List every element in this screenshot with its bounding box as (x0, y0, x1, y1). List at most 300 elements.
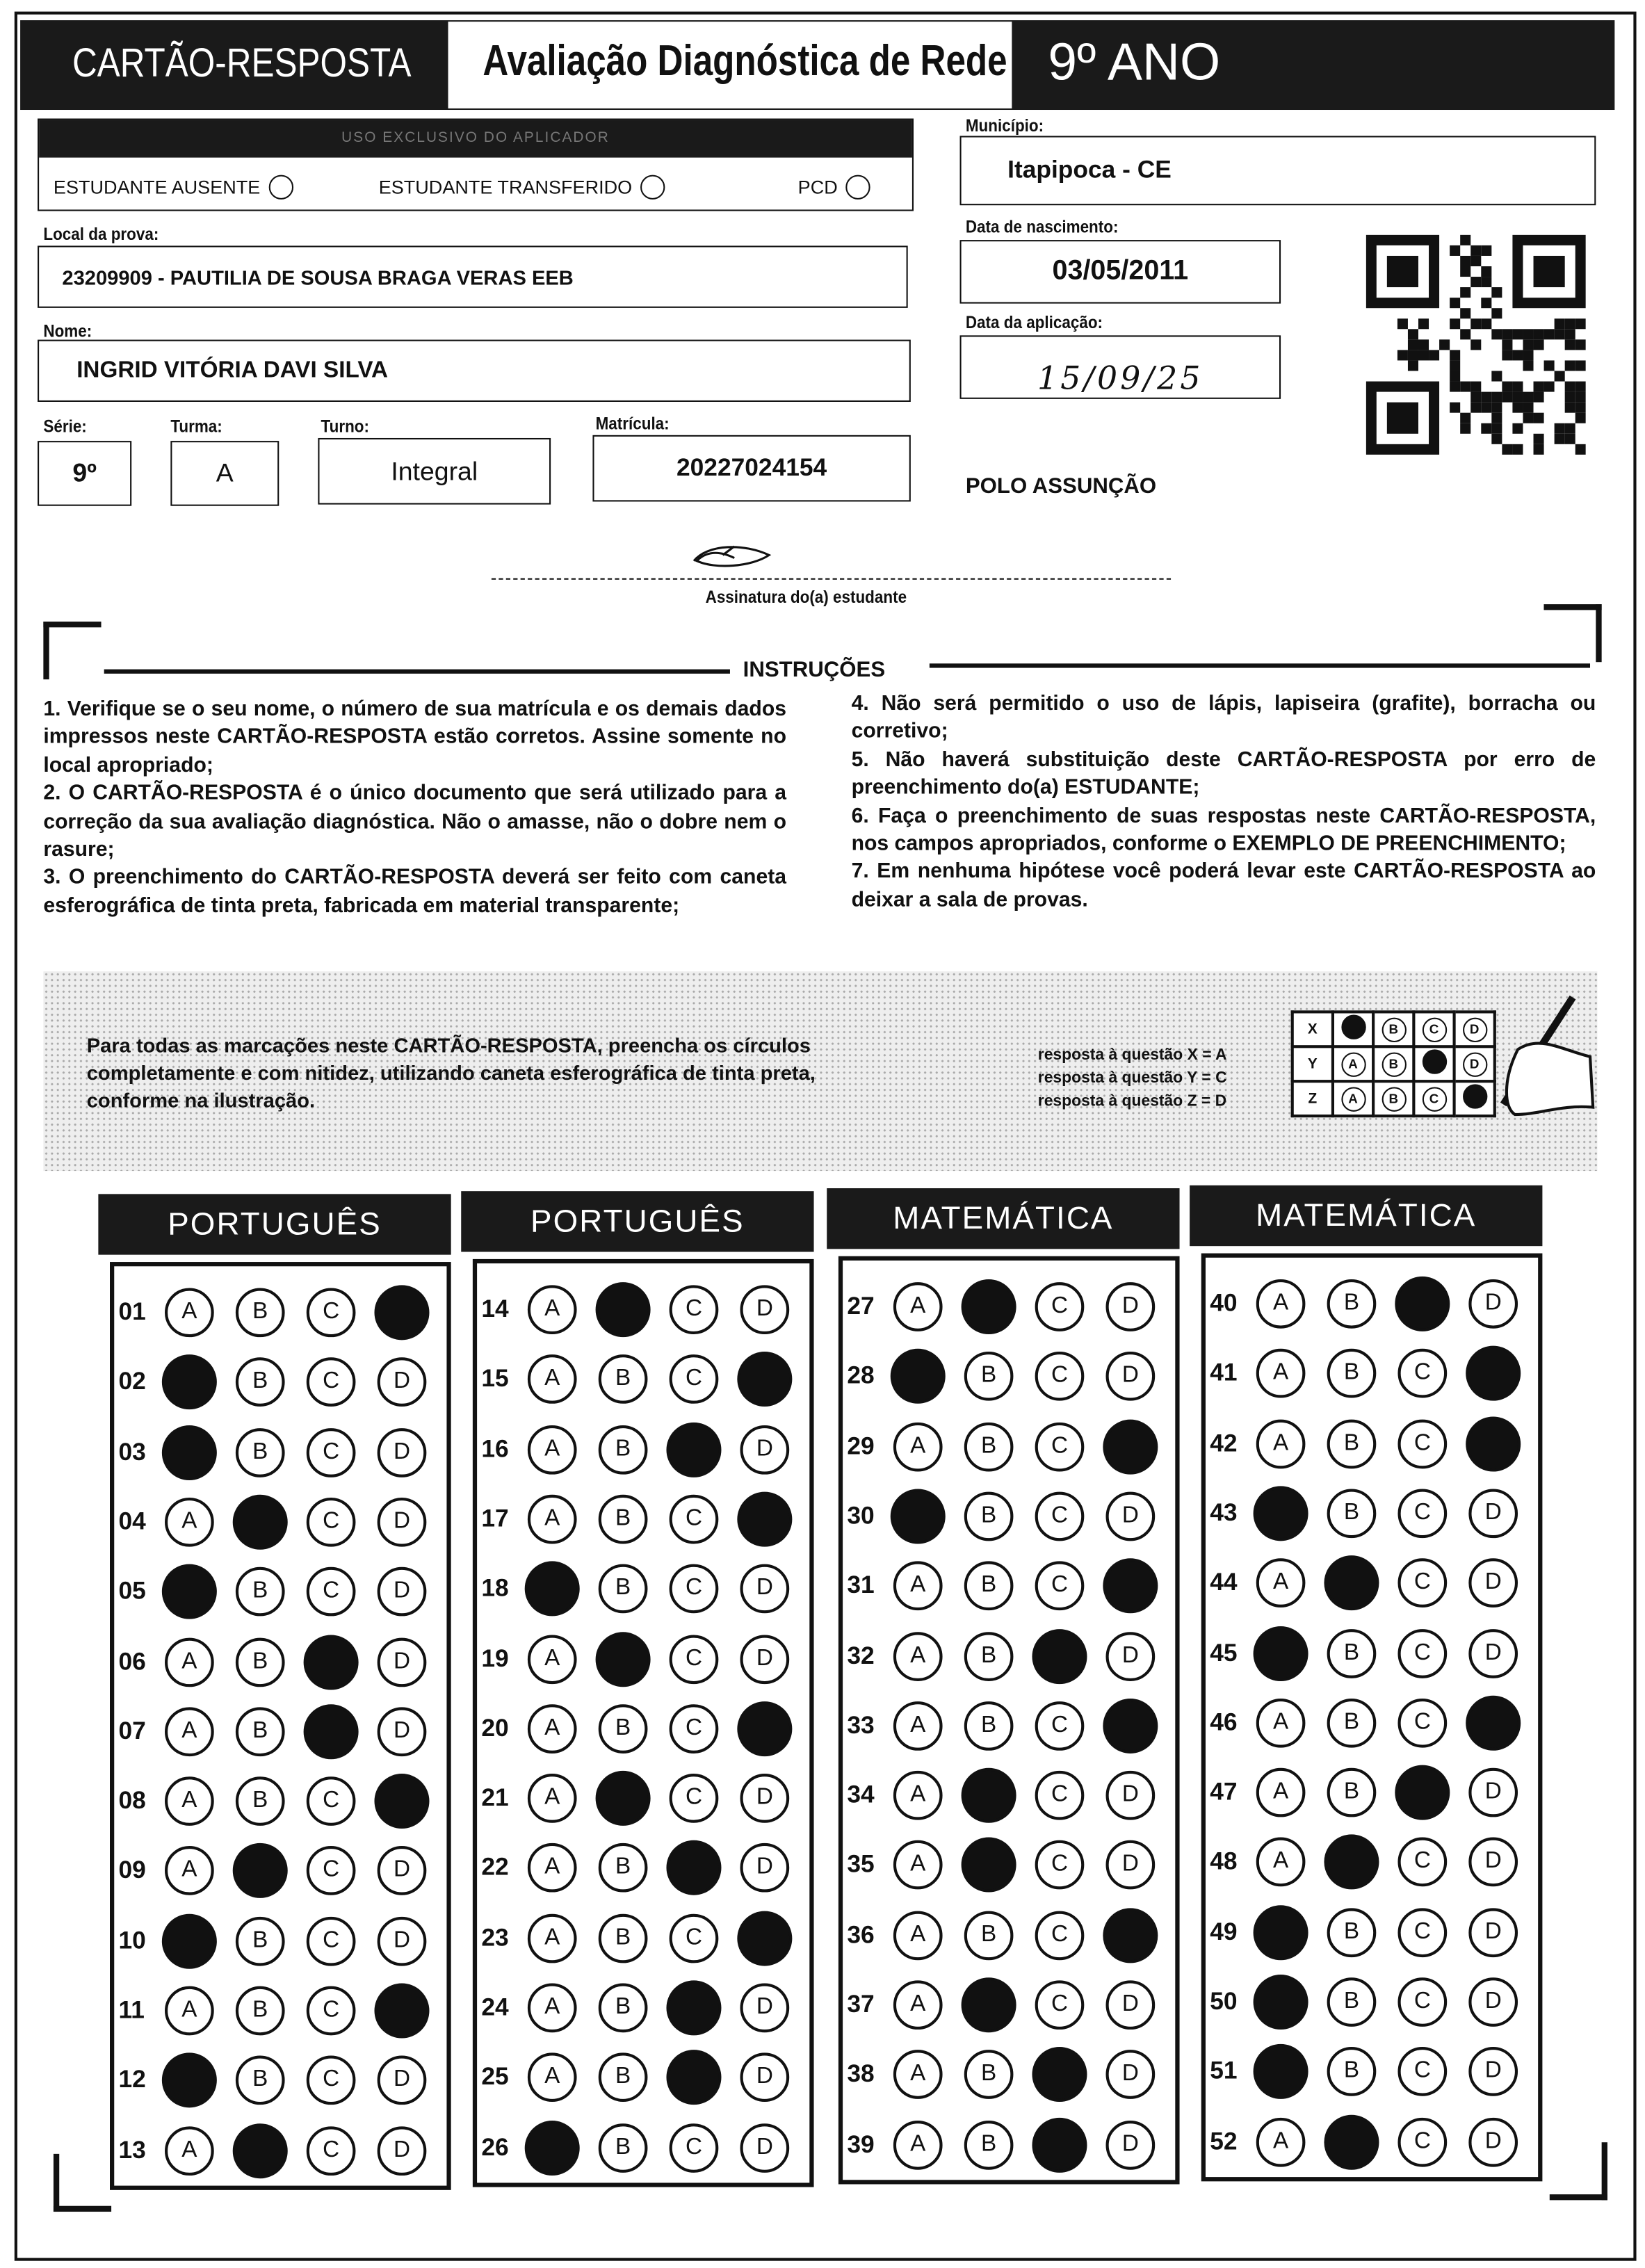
answer-bubble[interactable]: A (528, 2053, 577, 2103)
answer-bubble[interactable]: D (1106, 1282, 1156, 1331)
name-label: Nome: (43, 321, 92, 341)
answer-bubble-filled[interactable] (162, 1425, 217, 1480)
municipio-value: Itapipoca - CE (1007, 156, 1172, 184)
question-number: 38 (847, 2060, 875, 2088)
pcd-label: PCD (797, 176, 838, 198)
answer-bubble[interactable]: B (599, 1704, 648, 1753)
answer-bubble[interactable]: C (1035, 1771, 1085, 1820)
question-number: 13 (118, 2136, 146, 2164)
answer-bubble[interactable]: C (670, 1285, 719, 1334)
answer-bubble[interactable]: D (740, 2053, 789, 2103)
answer-bubble[interactable]: B (599, 1495, 648, 1544)
answer-bubble[interactable]: C (307, 1776, 356, 1826)
question-number: 27 (847, 1292, 875, 1320)
answer-bubble[interactable]: A (1256, 1349, 1306, 1398)
answer-bubble[interactable]: C (1397, 1908, 1447, 1957)
answer-bubble[interactable]: D (1468, 1279, 1518, 1329)
example-legend (1038, 1044, 1227, 1113)
question-number: 10 (118, 1926, 146, 1954)
signature-label: Assinatura do(a) estudante (705, 587, 907, 608)
answer-bubble[interactable]: B (964, 1911, 1014, 1960)
serie-field (38, 441, 131, 506)
answer-bubble[interactable]: C (307, 1986, 356, 2036)
answer-bubble[interactable]: B (964, 1631, 1014, 1680)
answer-bubble-filled[interactable] (374, 1984, 429, 2039)
answer-bubble-filled[interactable] (666, 2050, 721, 2105)
answer-bubble[interactable]: D (1468, 2117, 1518, 2166)
answer-bubble-filled[interactable] (596, 1282, 651, 1337)
example-bubble: B (1381, 1052, 1406, 1076)
question-number: 51 (1210, 2057, 1238, 2085)
answer-bubble[interactable]: D (378, 1637, 427, 1687)
answer-bubble[interactable]: B (599, 2123, 648, 2172)
example-bubble: D (1462, 1017, 1486, 1042)
answer-bubble[interactable]: B (1327, 2048, 1377, 2097)
answer-bubble[interactable]: B (1327, 1349, 1377, 1398)
answer-bubble[interactable]: B (964, 2050, 1014, 2100)
example-bubble: B (1381, 1017, 1406, 1042)
answer-bubble[interactable]: D (1106, 2050, 1156, 2100)
answer-bubble[interactable]: C (1035, 1701, 1085, 1751)
instruction-item: 1. Verifique se o seu nome, o número de sua matrícula e os demais dados impressos neste CARTÃO-RESPOSTA estão corretos. Assine somente no local apropriado; (43, 698, 787, 778)
answer-bubble[interactable]: A (893, 2050, 943, 2100)
answer-bubble[interactable]: D (740, 1844, 789, 1893)
answer-bubble[interactable]: D (378, 1847, 427, 1896)
corner-mark-tr (1543, 604, 1601, 662)
answer-bubble[interactable]: B (599, 1984, 648, 2033)
answer-bubble-filled[interactable] (891, 1489, 946, 1544)
transferred-radio[interactable] (641, 175, 665, 200)
answer-bubble-filled[interactable] (162, 1913, 217, 1968)
question-number: 35 (847, 1851, 875, 1879)
answer-bubble[interactable]: A (528, 1425, 577, 1474)
question-number: 47 (1210, 1778, 1238, 1806)
question-number: 26 (481, 2132, 509, 2161)
answer-bubble[interactable]: C (670, 2123, 719, 2172)
answer-bubble[interactable]: C (1397, 2048, 1447, 2097)
answer-bubble[interactable]: C (670, 1634, 719, 1683)
column-header: PORTUGUÊS (461, 1191, 813, 1252)
answer-bubble[interactable]: D (378, 1916, 427, 1966)
answer-bubble[interactable]: B (236, 1427, 285, 1477)
answer-bubble[interactable]: A (1256, 1699, 1306, 1748)
answer-bubble[interactable]: D (1468, 1977, 1518, 2027)
answer-bubble[interactable]: B (599, 1564, 648, 1614)
answer-bubble[interactable]: B (1327, 1419, 1377, 1468)
answer-bubble[interactable]: C (670, 1355, 719, 1404)
answer-bubble[interactable]: A (893, 1771, 943, 1820)
answer-bubble[interactable]: A (165, 1637, 214, 1687)
answer-bubble-filled[interactable] (1466, 1695, 1521, 1750)
answer-bubble[interactable]: D (1106, 1491, 1156, 1541)
matricula-label: Matrícula: (595, 413, 670, 434)
answer-bubble[interactable]: D (1106, 1631, 1156, 1680)
answer-bubble[interactable]: B (964, 1352, 1014, 1402)
answer-bubble[interactable]: C (1035, 1911, 1085, 1960)
answer-bubble[interactable]: C (307, 1358, 356, 1407)
answer-bubble[interactable]: D (740, 1774, 789, 1823)
pcd-option[interactable] (798, 175, 871, 200)
answer-bubble-filled[interactable] (737, 1701, 792, 1756)
answer-bubble-filled[interactable] (1254, 1486, 1308, 1541)
answer-bubble[interactable]: A (528, 1774, 577, 1823)
answer-bubble[interactable]: A (165, 1847, 214, 1896)
answer-bubble-filled[interactable] (1103, 1699, 1158, 1753)
answer-bubble[interactable]: D (740, 1425, 789, 1474)
answer-bubble[interactable]: C (1397, 2117, 1447, 2166)
example-bubble: B (1381, 1086, 1406, 1110)
answer-bubble[interactable]: D (740, 1634, 789, 1683)
answer-bubble[interactable]: D (1106, 1771, 1156, 1820)
answer-bubble[interactable]: B (236, 1567, 285, 1617)
answer-bubble-filled[interactable] (1324, 1556, 1379, 1611)
answer-bubble[interactable]: C (307, 1288, 356, 1337)
question-number: 24 (481, 1993, 509, 2021)
answer-bubble[interactable]: C (307, 1498, 356, 1547)
example-bubble (1422, 1049, 1446, 1074)
answer-bubble[interactable]: A (165, 1707, 214, 1756)
column-header: MATEMÁTICA (827, 1188, 1179, 1249)
divider (104, 670, 730, 674)
answer-bubble[interactable]: B (1327, 1977, 1377, 2027)
answer-bubble-filled[interactable] (666, 1422, 721, 1477)
answer-bubble[interactable]: B (236, 1288, 285, 1337)
transferred-label: ESTUDANTE TRANSFERIDO (378, 176, 633, 198)
answer-bubble-filled[interactable] (304, 1634, 359, 1689)
answer-bubble-filled[interactable] (1032, 2048, 1087, 2103)
instruction-item: 5. Não haverá substituição deste CARTÃO-RESPOSTA por erro de preenchimento do(a) ESTUDANTE; (851, 748, 1596, 800)
answer-bubble-filled[interactable] (737, 1911, 792, 1966)
answer-bubble[interactable]: B (236, 1776, 285, 1826)
legend-line: resposta à questão Z = D (1037, 1092, 1227, 1110)
answer-bubble[interactable]: B (599, 2053, 648, 2103)
answer-bubble[interactable]: D (378, 2126, 427, 2176)
polo-label: POLO ASSUNÇÃO (965, 473, 1157, 499)
answer-bubble[interactable]: C (1397, 1977, 1447, 2027)
answer-bubble[interactable]: B (599, 1844, 648, 1893)
example-bubble: A (1340, 1052, 1365, 1076)
question-number: 22 (481, 1854, 509, 1881)
example-question: Z (1292, 1081, 1333, 1116)
answer-bubble[interactable]: B (964, 1562, 1014, 1611)
answer-bubble[interactable]: C (670, 1704, 719, 1753)
answer-bubble[interactable]: A (1256, 1419, 1306, 1468)
answer-bubble[interactable]: C (307, 2056, 356, 2105)
birthdate-label: Data de nascimento: (965, 216, 1119, 237)
column-header: PORTUGUÊS (98, 1194, 451, 1254)
question-number: 15 (481, 1365, 509, 1393)
answer-bubble[interactable]: C (670, 1913, 719, 1963)
column-header: MATEMÁTICA (1190, 1185, 1542, 1246)
answer-bubble[interactable]: A (165, 1776, 214, 1826)
local-value: 23209909 - PAUTILIA DE SOUSA BRAGA VERAS EEB (62, 265, 574, 289)
question-number: 31 (847, 1571, 875, 1599)
answer-bubble-filled[interactable] (666, 1980, 721, 2035)
answer-bubble[interactable]: B (236, 1986, 285, 2036)
answer-bubble[interactable]: A (1256, 1279, 1306, 1329)
instruction-item: 7. Em nenhuma hipótese você poderá levar este CARTÃO-RESPOSTA ao deixar a sala de provas. (851, 860, 1596, 912)
answer-bubble[interactable]: B (236, 1916, 285, 1966)
answer-bubble[interactable]: A (1256, 1838, 1306, 1887)
answer-bubble[interactable]: A (165, 1986, 214, 2036)
answer-bubble[interactable]: A (528, 1355, 577, 1404)
signature-scribble (679, 541, 781, 576)
answer-bubble[interactable]: B (1327, 1279, 1377, 1329)
question-number: 17 (481, 1505, 509, 1532)
answer-bubble[interactable]: C (1035, 1980, 1085, 2030)
local-field (38, 245, 908, 307)
hand-pen-icon (1460, 991, 1598, 1136)
answer-bubble[interactable]: A (893, 1562, 943, 1611)
assessment-title: Avaliação Diagnóstica de Rede (483, 38, 1007, 86)
answer-bubble[interactable]: C (1397, 1489, 1447, 1538)
answer-bubble[interactable]: C (670, 1495, 719, 1544)
answer-bubble[interactable]: A (165, 1288, 214, 1337)
question-number: 09 (118, 1856, 146, 1884)
answer-bubble[interactable]: A (893, 1631, 943, 1680)
question-number: 21 (481, 1783, 509, 1812)
answer-bubble-filled[interactable] (1254, 1975, 1308, 2030)
birthdate-field (960, 240, 1281, 303)
answer-bubble[interactable]: B (1327, 1768, 1377, 1817)
answer-bubble-filled[interactable] (1395, 1765, 1450, 1820)
answer-bubble[interactable]: C (1035, 1491, 1085, 1541)
answer-bubble[interactable]: C (307, 2126, 356, 2176)
answer-bubble[interactable]: A (893, 1701, 943, 1751)
answer-bubble[interactable]: D (1468, 2048, 1518, 2097)
answer-bubble[interactable]: B (964, 1422, 1014, 1471)
answer-bubble[interactable]: C (1035, 1562, 1085, 1611)
answer-bubble[interactable]: C (307, 1427, 356, 1477)
instructions-right (852, 691, 1596, 916)
answer-bubble[interactable]: A (528, 1844, 577, 1893)
grade-title: 9º ANO (1048, 31, 1221, 91)
turno-value: Integral (391, 455, 478, 485)
serie-label: Série: (43, 416, 87, 437)
answer-bubble[interactable]: C (307, 1916, 356, 1966)
answer-bubble[interactable]: A (528, 1913, 577, 1963)
answer-bubble[interactable]: B (599, 1913, 648, 1963)
answer-bubble[interactable]: A (165, 1498, 214, 1547)
answer-bubble[interactable]: A (893, 1282, 943, 1331)
answer-bubble[interactable]: A (1256, 1768, 1306, 1817)
answer-bubble[interactable]: B (1327, 1699, 1377, 1748)
answer-bubble-filled[interactable] (596, 1771, 651, 1826)
question-number: 36 (847, 1920, 875, 1948)
instruction-item: 2. O CARTÃO-RESPOSTA é o único documento que será utilizado para a correção da sua avaliação diagnóstica. Não o amasse, não o dobre nem o rasure; (43, 782, 787, 862)
question-number: 08 (118, 1786, 146, 1815)
answer-bubble-filled[interactable] (962, 1768, 1016, 1823)
answer-bubble[interactable]: C (1035, 1282, 1085, 1331)
transferred-option[interactable] (379, 175, 665, 200)
answer-bubble[interactable]: D (378, 1427, 427, 1477)
answer-bubble[interactable]: D (1468, 1559, 1518, 1608)
serie-value: 9º (72, 458, 97, 487)
turno-field (318, 438, 551, 505)
local-label: Local da prova: (43, 224, 159, 245)
answer-bubble[interactable]: D (378, 2056, 427, 2105)
question-number: 19 (481, 1644, 509, 1672)
example-bubble: C (1422, 1017, 1446, 1042)
application-date-label: Data da aplicação: (965, 312, 1103, 333)
answer-bubble[interactable]: C (1397, 1699, 1447, 1748)
answer-bubble[interactable]: C (670, 1564, 719, 1614)
application-date-field (960, 335, 1281, 398)
answer-bubble[interactable]: B (236, 1707, 285, 1756)
answer-bubble-filled[interactable] (1103, 1559, 1158, 1614)
answer-bubble-filled[interactable] (737, 1491, 792, 1546)
answer-bubble-filled[interactable] (374, 1285, 429, 1340)
instruction-item: 4. Não será permitido o uso de lápis, lapiseira (grafite), borracha ou corretivo; (851, 692, 1596, 744)
answer-bubble[interactable]: C (1035, 1352, 1085, 1402)
answer-bubble[interactable]: C (307, 1847, 356, 1896)
corner-mark-br (1550, 2142, 1607, 2200)
answer-bubble[interactable]: B (964, 2120, 1014, 2169)
question-number: 07 (118, 1717, 146, 1745)
answer-bubble[interactable]: A (165, 2126, 214, 2176)
answer-bubble[interactable]: D (1468, 1628, 1518, 1678)
answer-bubble[interactable]: B (236, 1637, 285, 1687)
answer-bubble[interactable]: B (599, 1355, 648, 1404)
answer-bubble[interactable]: D (1468, 1908, 1518, 1957)
answer-bubble[interactable]: A (893, 1422, 943, 1471)
answer-bubble[interactable]: A (893, 1980, 943, 2030)
absent-option[interactable] (54, 175, 293, 200)
answer-bubble[interactable]: D (740, 1984, 789, 2033)
answer-bubble[interactable]: A (528, 1285, 577, 1334)
answer-bubble[interactable]: B (236, 2056, 285, 2105)
answer-bubble[interactable]: D (1468, 1489, 1518, 1538)
answer-bubble[interactable]: A (1256, 1559, 1306, 1608)
answer-bubble-filled[interactable] (233, 2123, 288, 2178)
answer-bubble[interactable]: B (964, 1701, 1014, 1751)
answer-bubble-filled[interactable] (1254, 1905, 1308, 1960)
answer-bubble[interactable]: A (1256, 2117, 1306, 2166)
corner-mark-tl (43, 622, 101, 679)
answer-bubble[interactable]: B (236, 1358, 285, 1407)
question-number: 01 (118, 1298, 146, 1326)
instructions-title: INSTRUÇÕES (743, 657, 886, 683)
answer-bubble-filled[interactable] (525, 1562, 580, 1617)
answer-bubble[interactable]: B (1327, 1908, 1377, 1957)
answer-bubble[interactable]: B (1327, 1628, 1377, 1678)
answer-bubble[interactable]: A (893, 1911, 943, 1960)
question-number: 39 (847, 2130, 875, 2158)
answer-bubble[interactable]: D (1106, 1352, 1156, 1402)
question-number: 42 (1210, 1429, 1238, 1457)
answer-bubble-filled[interactable] (525, 2120, 580, 2175)
instruction-item: 6. Faça o preenchimento de suas respostas neste CARTÃO-RESPOSTA, nos campos apropriados, conforme o EXEMPLO DE PREENCHIMENTO; (851, 804, 1596, 856)
answer-bubble-filled[interactable] (596, 1631, 651, 1686)
answer-bubble-filled[interactable] (1032, 1628, 1087, 1683)
answer-bubble[interactable]: C (1397, 1838, 1447, 1887)
question-number: 06 (118, 1647, 146, 1675)
applicator-title: USO EXCLUSIVO DO APLICADOR (39, 120, 912, 158)
answer-bubble[interactable]: B (964, 1491, 1014, 1541)
answer-bubble[interactable]: D (740, 2123, 789, 2172)
answer-bubble[interactable]: C (1035, 1422, 1085, 1471)
divider (930, 663, 1590, 667)
answer-bubble[interactable]: C (1397, 1628, 1447, 1678)
answer-bubble-filled[interactable] (962, 1977, 1016, 2032)
answer-bubble-filled[interactable] (1103, 1908, 1158, 1963)
absent-label: ESTUDANTE AUSENTE (53, 176, 261, 198)
answer-bubble-filled[interactable] (1032, 2117, 1087, 2172)
answer-bubble[interactable]: D (740, 1285, 789, 1334)
question-number: 32 (847, 1641, 875, 1669)
question-number: 14 (481, 1295, 509, 1323)
question-number: 23 (481, 1923, 509, 1952)
question-number: 37 (847, 1990, 875, 2018)
answer-bubble-filled[interactable] (162, 1355, 217, 1410)
birthdate-value: 03/05/2011 (1052, 256, 1189, 286)
answer-bubble[interactable]: B (1327, 1489, 1377, 1538)
answer-bubble[interactable]: C (307, 1567, 356, 1617)
answer-bubble-filled[interactable] (1466, 1416, 1521, 1471)
answer-bubble-filled[interactable] (1324, 2114, 1379, 2169)
answer-bubble[interactable]: D (378, 1498, 427, 1547)
answer-bubble-filled[interactable] (233, 1495, 288, 1550)
matricula-field (592, 435, 910, 502)
answer-bubble[interactable]: D (1106, 1841, 1156, 1890)
answer-bubble-filled[interactable] (162, 1564, 217, 1619)
question-number: 11 (118, 1996, 145, 2024)
answer-bubble[interactable]: A (528, 1634, 577, 1683)
question-number: 03 (118, 1437, 146, 1466)
answer-bubble[interactable]: A (893, 2120, 943, 2169)
answer-bubble[interactable]: A (528, 1704, 577, 1753)
answer-bubble[interactable]: A (528, 1495, 577, 1544)
answer-bubble[interactable]: C (1397, 1559, 1447, 1608)
question-number: 48 (1210, 1847, 1238, 1876)
answer-bubble[interactable]: D (378, 1567, 427, 1617)
question-number: 25 (481, 2063, 509, 2091)
question-number: 40 (1210, 1289, 1238, 1318)
answer-bubble[interactable]: D (378, 1707, 427, 1756)
answer-bubble[interactable]: D (740, 1564, 789, 1614)
answer-bubble[interactable]: A (893, 1841, 943, 1890)
instruction-item: 3. O preenchimento do CARTÃO-RESPOSTA deverá ser feito com caneta esferográfica de tinta preta, fabricada em material transparente; (43, 866, 787, 918)
card-title: CARTÃO-RESPOSTA (72, 40, 412, 86)
answer-bubble[interactable]: D (1106, 2120, 1156, 2169)
answer-bubble[interactable]: C (1035, 1841, 1085, 1890)
pcd-radio[interactable] (846, 175, 870, 200)
question-number: 16 (481, 1434, 509, 1463)
answer-bubble-filled[interactable] (374, 1774, 429, 1829)
answer-bubble[interactable]: D (1468, 1768, 1518, 1817)
absent-radio[interactable] (269, 175, 293, 200)
name-field (38, 340, 911, 402)
answer-bubble-filled[interactable] (1395, 1277, 1450, 1331)
answer-bubble-filled[interactable] (962, 1279, 1016, 1334)
answer-bubble[interactable]: C (1397, 1419, 1447, 1468)
answer-bubble[interactable]: D (1468, 1838, 1518, 1887)
answer-bubble-filled[interactable] (304, 1704, 359, 1759)
answer-bubble[interactable]: C (1397, 1349, 1447, 1398)
answer-bubble[interactable]: D (378, 1358, 427, 1407)
answer-bubble-filled[interactable] (737, 1352, 792, 1407)
answer-bubble[interactable]: B (599, 1425, 648, 1474)
answer-bubble[interactable]: A (528, 1984, 577, 2033)
answer-bubble[interactable]: C (670, 1774, 719, 1823)
turno-label: Turno: (321, 416, 369, 437)
turma-label: Turma: (170, 416, 222, 437)
answer-bubble-filled[interactable] (1103, 1419, 1158, 1474)
municipio-label: Município: (965, 115, 1044, 136)
answer-bubble[interactable]: D (1106, 1980, 1156, 2030)
answer-bubble-filled[interactable] (1254, 1626, 1308, 1680)
question-number: 43 (1210, 1498, 1238, 1527)
